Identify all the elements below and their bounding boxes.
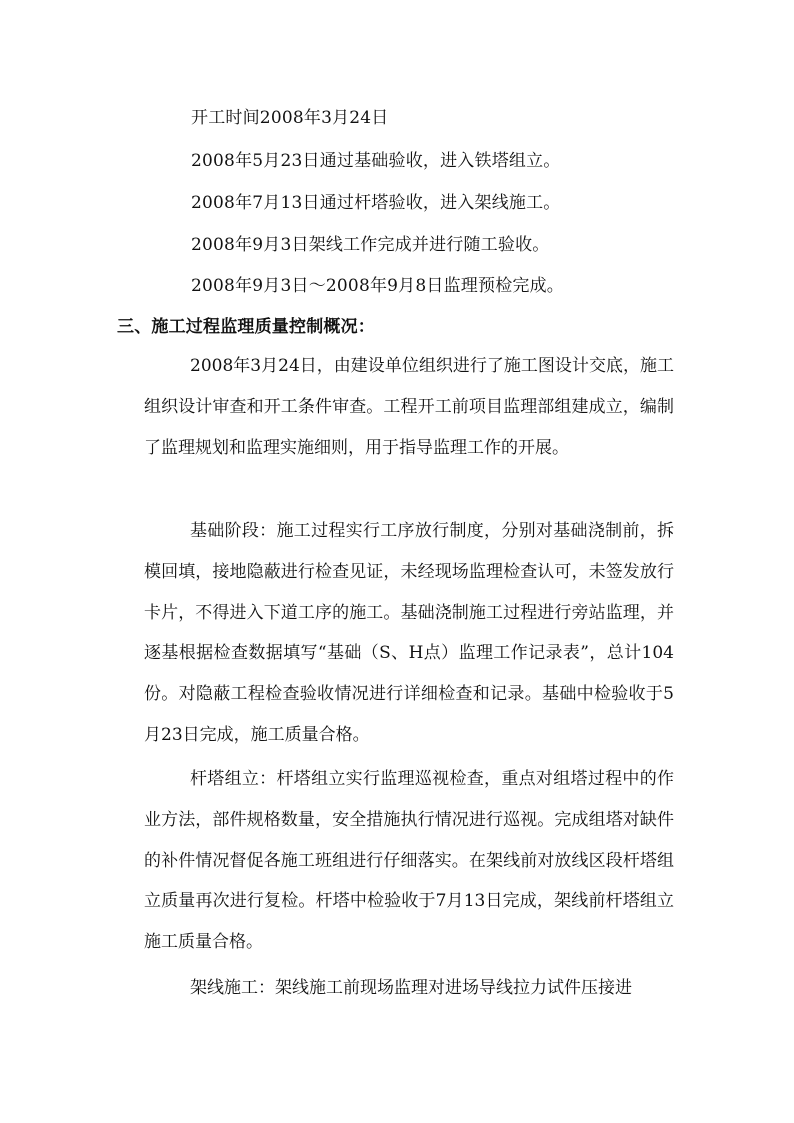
paragraph-2-container — [144, 511, 674, 756]
paragraph-4: 架线施工：架线施工前现场监理对进场导线拉力试件压接进 — [190, 978, 632, 998]
paragraph-3: 杆塔组立：杆塔组立实行监理巡视检查，重点对组塔过程中的作业方法，部件规格数量，安全措施执行情况进行巡视。完成组塔对缺件的补件情况督促各施工班组进行仔细落实。在架线前对放线区段杆塔组立质量再次进行复检。杆塔中检验收于7月13日完成，架线前杆塔组立施工质量合格。 — [144, 769, 674, 953]
section-heading: 三、施工过程监理质量控制概况： — [117, 317, 375, 337]
timeline-line-4: 2008年9月3日架线工作完成并进行随工验收。 — [191, 235, 550, 255]
timeline-line-3: 2008年7月13日通过杆塔验收，进入架线施工。 — [191, 193, 561, 213]
timeline-line-2: 2008年5月23日通过基础验收，进入铁塔组立。 — [191, 151, 561, 171]
paragraph-4-container — [144, 968, 674, 1009]
paragraph-3-container — [144, 759, 674, 963]
paragraph-1-container — [144, 346, 674, 468]
timeline-line-1: 开工时间2008年3月24日 — [191, 108, 389, 128]
timeline-line-5: 2008年9月3日～2008年9月8日监理预检完成。 — [191, 276, 564, 296]
paragraph-2: 基础阶段：施工过程实行工序放行制度，分别对基础浇制前，拆模回填，接地隐蔽进行检查见证，未经现场监理检查认可，未签发放行卡片，不得进入下道工序的施工。基础浇制施工过程进行旁站监理，并逐基根据检查数据填写“基础（S、H点）监理工作记录表”，总计104份。对隐蔽工程检查验收情况进行详细检查和记录。基础中检验收于5月23日完成，施工质量合格。 — [144, 521, 674, 745]
paragraph-1: 2008年3月24日，由建设单位组织进行了施工图设计交底，施工组织设计审查和开工条件审查。工程开工前项目监理部组建成立，编制了监理规划和监理实施细则，用于指导监理工作的开展。 — [144, 356, 674, 458]
